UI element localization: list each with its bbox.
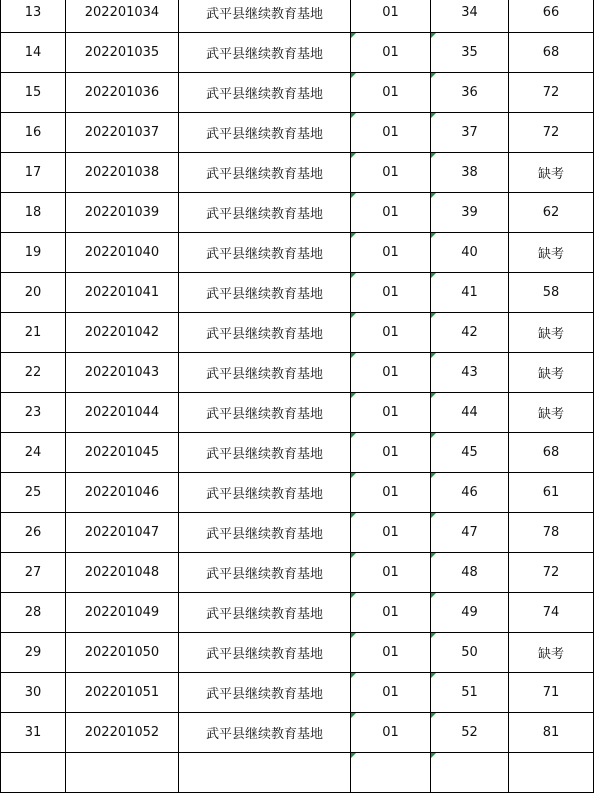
table-row [1,273,594,313]
seq-cell: 16 [1,113,66,153]
site-cell: 武平县继续教育基地 [179,273,351,313]
seq-cell [1,753,66,793]
score-cell: 71 [509,673,594,713]
seat-cell: 40 [431,233,509,273]
room-cell: 01 [351,713,431,753]
score-cell: 61 [509,473,594,513]
room-cell: 01 [351,33,431,73]
ticket-cell: 202201039 [66,193,179,233]
table-row [1,0,594,33]
seq-cell: 15 [1,73,66,113]
ticket-cell: 202201044 [66,393,179,433]
room-cell: 01 [351,153,431,193]
ticket-cell: 202201037 [66,113,179,153]
seq-cell: 25 [1,473,66,513]
seat-cell: 47 [431,513,509,553]
score-table-body [1,0,594,793]
seat-cell: 42 [431,313,509,353]
table-row [1,713,594,753]
score-cell: 68 [509,33,594,73]
ticket-cell: 202201047 [66,513,179,553]
room-cell: 01 [351,0,431,33]
seat-cell: 37 [431,113,509,153]
seq-cell: 28 [1,593,66,633]
room-cell: 01 [351,433,431,473]
room-cell: 01 [351,553,431,593]
seat-cell: 41 [431,273,509,313]
room-cell: 01 [351,513,431,553]
room-cell [351,753,431,793]
seat-cell: 50 [431,633,509,673]
room-cell: 01 [351,393,431,433]
site-cell: 武平县继续教育基地 [179,713,351,753]
seq-cell: 17 [1,153,66,193]
ticket-cell: 202201050 [66,633,179,673]
score-cell: 72 [509,73,594,113]
score-cell: 72 [509,553,594,593]
seq-cell: 23 [1,393,66,433]
seq-cell: 21 [1,313,66,353]
site-cell: 武平县继续教育基地 [179,233,351,273]
seat-cell [431,753,509,793]
seat-cell: 44 [431,393,509,433]
table-row [1,433,594,473]
score-cell: 72 [509,113,594,153]
table-row [1,153,594,193]
seq-cell: 13 [1,0,66,33]
room-cell: 01 [351,273,431,313]
ticket-cell: 202201052 [66,713,179,753]
room-cell: 01 [351,73,431,113]
table-row [1,513,594,553]
site-cell: 武平县继续教育基地 [179,473,351,513]
site-cell: 武平县继续教育基地 [179,0,351,33]
ticket-cell: 202201048 [66,553,179,593]
seat-cell: 38 [431,153,509,193]
seq-cell: 19 [1,233,66,273]
ticket-cell: 202201051 [66,673,179,713]
seat-cell: 51 [431,673,509,713]
table-row [1,73,594,113]
room-cell: 01 [351,113,431,153]
table-row [1,553,594,593]
table-row [1,633,594,673]
room-cell: 01 [351,313,431,353]
ticket-cell: 202201043 [66,353,179,393]
table-row [1,473,594,513]
score-cell [509,753,594,793]
table-row [1,393,594,433]
score-cell: 78 [509,513,594,553]
site-cell: 武平县继续教育基地 [179,673,351,713]
table-row [1,593,594,633]
seq-cell: 30 [1,673,66,713]
score-cell: 66 [509,0,594,33]
seat-cell: 52 [431,713,509,753]
seat-cell: 35 [431,33,509,73]
table-row [1,353,594,393]
site-cell: 武平县继续教育基地 [179,33,351,73]
ticket-cell: 202201035 [66,33,179,73]
table-row [1,233,594,273]
score-cell: 缺考 [509,313,594,353]
score-cell: 缺考 [509,233,594,273]
seat-cell: 43 [431,353,509,393]
score-cell: 74 [509,593,594,633]
table-row [1,673,594,713]
site-cell: 武平县继续教育基地 [179,73,351,113]
site-cell: 武平县继续教育基地 [179,433,351,473]
site-cell: 武平县继续教育基地 [179,393,351,433]
room-cell: 01 [351,193,431,233]
score-cell: 58 [509,273,594,313]
seat-cell: 49 [431,593,509,633]
ticket-cell: 202201045 [66,433,179,473]
seat-cell: 36 [431,73,509,113]
seq-cell: 14 [1,33,66,73]
score-cell: 缺考 [509,633,594,673]
seq-cell: 22 [1,353,66,393]
table-row [1,113,594,153]
room-cell: 01 [351,233,431,273]
room-cell: 01 [351,673,431,713]
ticket-cell: 202201046 [66,473,179,513]
table-row [1,33,594,73]
site-cell: 武平县继续教育基地 [179,513,351,553]
table-row [1,753,594,793]
room-cell: 01 [351,353,431,393]
room-cell: 01 [351,473,431,513]
table-row [1,313,594,353]
seq-cell: 27 [1,553,66,593]
seat-cell: 39 [431,193,509,233]
site-cell: 武平县继续教育基地 [179,633,351,673]
seq-cell: 24 [1,433,66,473]
site-cell [179,753,351,793]
score-cell: 62 [509,193,594,233]
ticket-cell: 202201038 [66,153,179,193]
room-cell: 01 [351,633,431,673]
score-cell: 68 [509,433,594,473]
score-cell: 缺考 [509,353,594,393]
seq-cell: 20 [1,273,66,313]
site-cell: 武平县继续教育基地 [179,193,351,233]
ticket-cell: 202201042 [66,313,179,353]
table-row [1,193,594,233]
seq-cell: 18 [1,193,66,233]
site-cell: 武平县继续教育基地 [179,113,351,153]
site-cell: 武平县继续教育基地 [179,593,351,633]
seq-cell: 29 [1,633,66,673]
ticket-cell: 202201034 [66,0,179,33]
seat-cell: 34 [431,0,509,33]
score-cell: 81 [509,713,594,753]
site-cell: 武平县继续教育基地 [179,153,351,193]
ticket-cell [66,753,179,793]
seat-cell: 48 [431,553,509,593]
seat-cell: 46 [431,473,509,513]
ticket-cell: 202201036 [66,73,179,113]
room-cell: 01 [351,593,431,633]
ticket-cell: 202201040 [66,233,179,273]
seat-cell: 45 [431,433,509,473]
site-cell: 武平县继续教育基地 [179,353,351,393]
seq-cell: 31 [1,713,66,753]
ticket-cell: 202201049 [66,593,179,633]
ticket-cell: 202201041 [66,273,179,313]
seq-cell: 26 [1,513,66,553]
score-cell: 缺考 [509,153,594,193]
score-cell: 缺考 [509,393,594,433]
site-cell: 武平县继续教育基地 [179,313,351,353]
site-cell: 武平县继续教育基地 [179,553,351,593]
